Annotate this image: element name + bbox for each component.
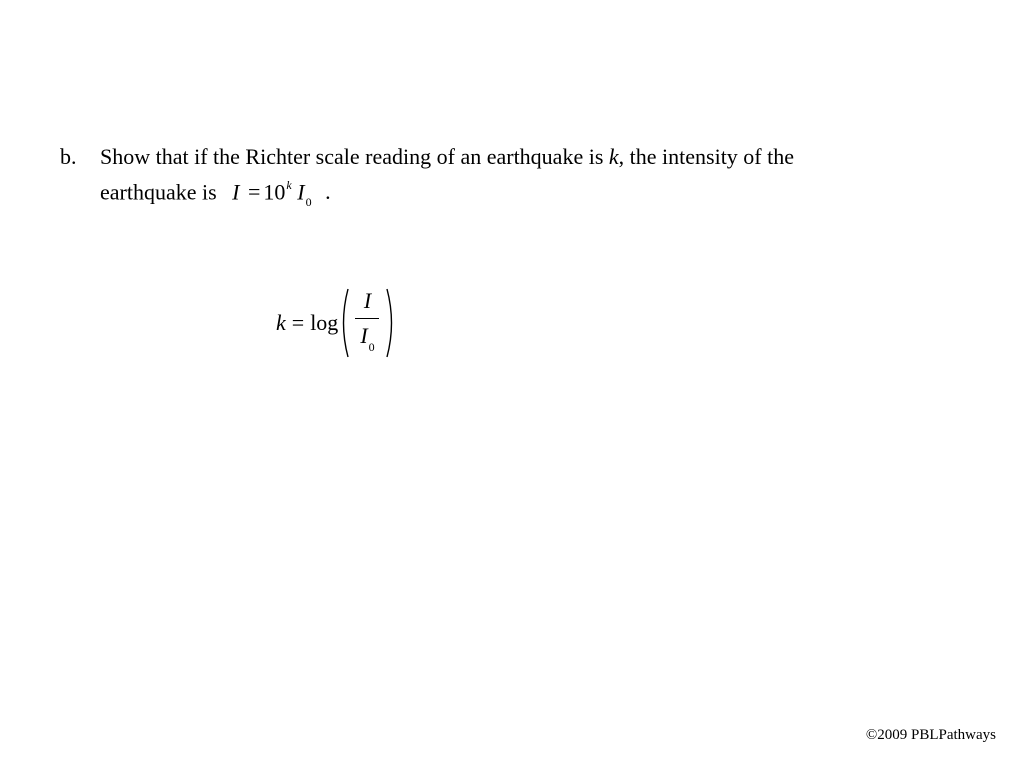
problem-text-before-k: Show that if the Richter scale reading of an earthquake is xyxy=(100,144,604,169)
fraction-denominator-var: I xyxy=(360,323,368,349)
equation-period: . xyxy=(325,179,331,205)
equation-base: 10 xyxy=(263,179,286,205)
display-equals: = xyxy=(291,310,305,335)
equation-equals: = xyxy=(248,179,261,205)
problem-text-after-k: , the intensity of the xyxy=(618,144,795,169)
fraction-denominator xyxy=(354,319,380,358)
richter-definition-equation xyxy=(276,286,397,360)
problem-marker: b. xyxy=(60,144,77,169)
equation-factor-subscript: 0 xyxy=(305,194,312,209)
fraction-denominator-subscript: 0 xyxy=(368,339,375,354)
problem-text-line-2: earthquake is xyxy=(100,179,217,205)
intensity-equation xyxy=(232,172,330,217)
fraction-numerator: I xyxy=(363,288,372,314)
equation-factor: I xyxy=(297,179,305,205)
display-lhs: k xyxy=(276,310,286,335)
copyright-footer: ©2009 PBLPathways xyxy=(865,727,996,743)
right-paren-icon xyxy=(385,287,397,359)
problem-line-2 xyxy=(100,172,960,217)
left-paren-icon xyxy=(338,287,350,359)
equation-exponent: k xyxy=(286,178,292,192)
problem-statement xyxy=(100,141,960,217)
display-fraction xyxy=(354,287,380,358)
problem-line-1 xyxy=(100,141,960,172)
variable-k: k xyxy=(608,144,619,169)
equation-lhs: I xyxy=(232,179,240,205)
display-log-function: log xyxy=(310,310,339,335)
